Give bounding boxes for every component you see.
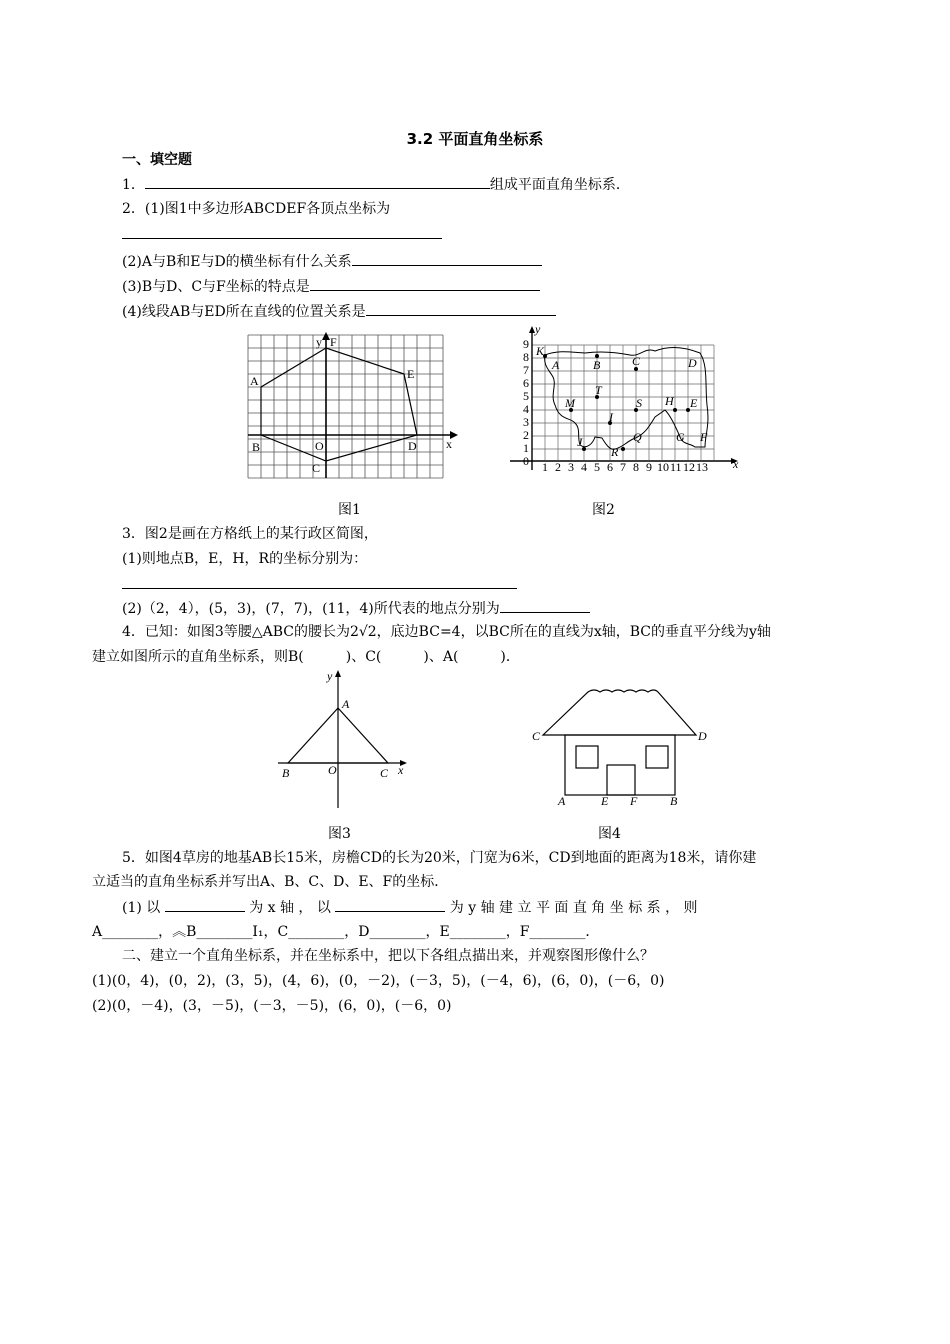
- fig2-xtick-1: 1: [542, 460, 548, 474]
- fig2-xtick-2: 2: [555, 460, 561, 474]
- fig2-point-h: [673, 408, 677, 412]
- fig4-caption: 图4: [598, 826, 621, 842]
- fig2-label-g: G: [676, 430, 685, 444]
- q5-x-axis-blank[interactable]: [165, 897, 245, 912]
- fig3-label-o: O: [328, 763, 337, 777]
- q3-part1-blank[interactable]: [122, 574, 517, 595]
- figure-1: [240, 330, 460, 485]
- fig1-label-c: C: [312, 461, 321, 475]
- q1-blank[interactable]: [145, 174, 490, 189]
- q3-part2-text: (2)（2，4），(5，3)，(7，7)，(11，4)所代表的地点分别为: [122, 601, 500, 617]
- q1-text: 组成平面直角坐标系．: [489, 177, 630, 193]
- q5-line3: [122, 897, 698, 918]
- fig4-label-c: C: [532, 729, 541, 743]
- fig2-xtick-10: 10: [657, 460, 669, 474]
- q2-part4-text: (4)线段AB与ED所在直线的位置关系是: [122, 304, 366, 320]
- q3-part2-blank[interactable]: [500, 598, 590, 613]
- fig1-label-d: D: [408, 439, 417, 453]
- page-title: 3.2 平面直角坐标系: [406, 130, 544, 148]
- section2-set-1: (1)(0，4)，(0，2)，(3，5)，(4，6)，(0，－2)，(－3，5)，(－4，6)，(6，0)，(－6，0): [92, 973, 665, 989]
- fig3-label-c: C: [380, 766, 389, 780]
- fig2-label-b: B: [593, 358, 601, 372]
- q5-line3-part-c: 为 y 轴 建 立 平 面 直 角 坐 标 系 ， 则: [449, 900, 698, 916]
- q5-line3-part-b: 为 x 轴 ， 以: [249, 900, 331, 916]
- q2-blank-1[interactable]: [122, 224, 442, 245]
- q2-part2: [122, 251, 542, 272]
- section-heading-2: 二、建立一个直角坐标系，并在坐标系中，把以下各组点描出来，并观察图形像什么？: [122, 948, 654, 964]
- fig3-label-y: y: [327, 669, 333, 683]
- fig2-label-d: D: [688, 356, 697, 370]
- fig4-window-left: [576, 746, 598, 768]
- fig1-label-o: O: [315, 439, 324, 453]
- fig2-xtick-4: 4: [581, 460, 587, 474]
- fig2-label-a: A: [552, 358, 560, 372]
- fig2-xtick-3: 3: [568, 460, 574, 474]
- fig2-xtick-5: 5: [594, 460, 600, 474]
- fig2-caption: 图2: [592, 502, 615, 518]
- fig2-xtick-11: 11: [670, 460, 682, 474]
- q4-line2: 建立如图所示的直角坐标系，则B( )、C( )、A( )．: [92, 649, 520, 665]
- q5-line1: 5．如图4草房的地基AB长15米，房檐CD的长为20米，门宽为6米，CD到地面的距离为18米，请你建: [122, 850, 757, 866]
- fig2-label-h: H: [665, 394, 674, 408]
- figure-3: [270, 670, 415, 815]
- fig2-label-s: S: [636, 396, 642, 410]
- fig2-label-e: E: [690, 396, 698, 410]
- fig2-xtick-9: 9: [646, 460, 652, 474]
- q3-intro: 3．图2是画在方格纸上的某行政区简图，: [122, 526, 378, 542]
- fig2-xtick-0: 0: [523, 454, 529, 468]
- fig3-label-a: A: [342, 697, 350, 711]
- fig3-label-x: x: [398, 763, 404, 777]
- fig1-label-a: A: [250, 374, 259, 388]
- fig4-label-b: B: [670, 794, 678, 808]
- fig2-label-x: x: [733, 457, 739, 471]
- fig3-label-b: B: [282, 766, 290, 780]
- fig2-label-f: F: [700, 430, 708, 444]
- fig1-label-f: F: [330, 335, 337, 349]
- fig2-xtick-13: 13: [696, 460, 708, 474]
- q2-part2-blank[interactable]: [352, 251, 542, 266]
- q1-number: 1．: [122, 177, 145, 193]
- q5-line3-part-a: (1) 以: [122, 900, 161, 916]
- q5-line4: A________，︽B________I₁，C________，D________，E________，F________．: [92, 924, 600, 940]
- figure-2: [505, 322, 745, 475]
- fig2-label-k: K: [536, 344, 545, 358]
- q2-intro: 2．(1)图1中多边形ABCDEF各顶点坐标为: [122, 201, 391, 217]
- q2-part3-blank[interactable]: [310, 276, 540, 291]
- fig2-ytick-5: 5: [523, 389, 529, 403]
- fig2-label-m: M: [565, 396, 575, 410]
- fig1-label-e: E: [407, 367, 415, 381]
- fig2-xtick-8: 8: [633, 460, 639, 474]
- fig2-xtick-6: 6: [607, 460, 613, 474]
- fig2-label-j: J: [577, 435, 583, 449]
- figure-4: [528, 680, 713, 810]
- q4-line1: 4．已知：如图3等腰△ABC的腰长为2√2，底边BC=4，以BC所在的直线为x轴，BC的垂直平分线为y轴: [122, 624, 771, 640]
- fig4-door: [607, 765, 635, 795]
- fig2-ytick-9: 9: [523, 337, 529, 351]
- fig4-label-a: A: [558, 794, 566, 808]
- fig2-label-y: y: [535, 322, 541, 336]
- fig1-caption: 图1: [338, 502, 361, 518]
- fig2-label-c: C: [632, 354, 641, 368]
- q2-part4-blank[interactable]: [366, 301, 556, 316]
- fig2-point-j: [582, 447, 586, 451]
- fig4-window-right: [646, 746, 668, 768]
- fig4-label-f: F: [630, 794, 638, 808]
- q3-part2: [122, 598, 590, 619]
- fig2-xtick-7: 7: [620, 460, 626, 474]
- q5-line2: 立适当的直角坐标系并写出A、B、C、D、E、F的坐标．: [92, 874, 449, 890]
- fig2-label-i: I: [609, 410, 613, 424]
- fig2-ytick-6: 6: [523, 376, 529, 390]
- q2-part4: [122, 301, 556, 322]
- fig2-point-r: [621, 447, 625, 451]
- fig2-ytick-4: 4: [523, 402, 529, 416]
- fig4-label-e: E: [601, 794, 609, 808]
- fig2-ytick-2: 2: [523, 428, 529, 442]
- q2-part2-text: (2)A与B和E与D的横坐标有什么关系: [122, 254, 352, 270]
- q2-part3-text: (3)B与D、C与F坐标的特点是: [122, 279, 310, 295]
- fig1-label-y: y: [316, 335, 322, 349]
- fig2-xtick-12: 12: [683, 460, 695, 474]
- q3-part1: (1)则地点B，E，H，R的坐标分别为：: [122, 551, 368, 567]
- fig1-label-x: x: [446, 437, 452, 451]
- fig2-ytick-1: 1: [523, 441, 529, 455]
- question-1: [122, 174, 630, 195]
- fig2-label-r: R: [611, 445, 619, 459]
- section2-set-2: (2)(0，－4)，(3，－5)，(－3，－5)，(6，0)，(－6，0): [92, 998, 452, 1014]
- fig2-ytick-7: 7: [523, 363, 529, 377]
- q2-part3: [122, 276, 540, 297]
- fig3-caption: 图3: [328, 826, 351, 842]
- fig2-label-t: T: [595, 383, 602, 397]
- fig4-label-d: D: [698, 729, 707, 743]
- fig2-label-q: Q: [633, 430, 642, 444]
- fig2-ytick-3: 3: [523, 415, 529, 429]
- fig1-label-b: B: [252, 440, 261, 454]
- fig4-roof: [543, 690, 696, 735]
- fig2-ytick-8: 8: [523, 350, 529, 364]
- q5-y-axis-blank[interactable]: [335, 897, 445, 912]
- section-heading-1: 一、填空题: [122, 152, 192, 168]
